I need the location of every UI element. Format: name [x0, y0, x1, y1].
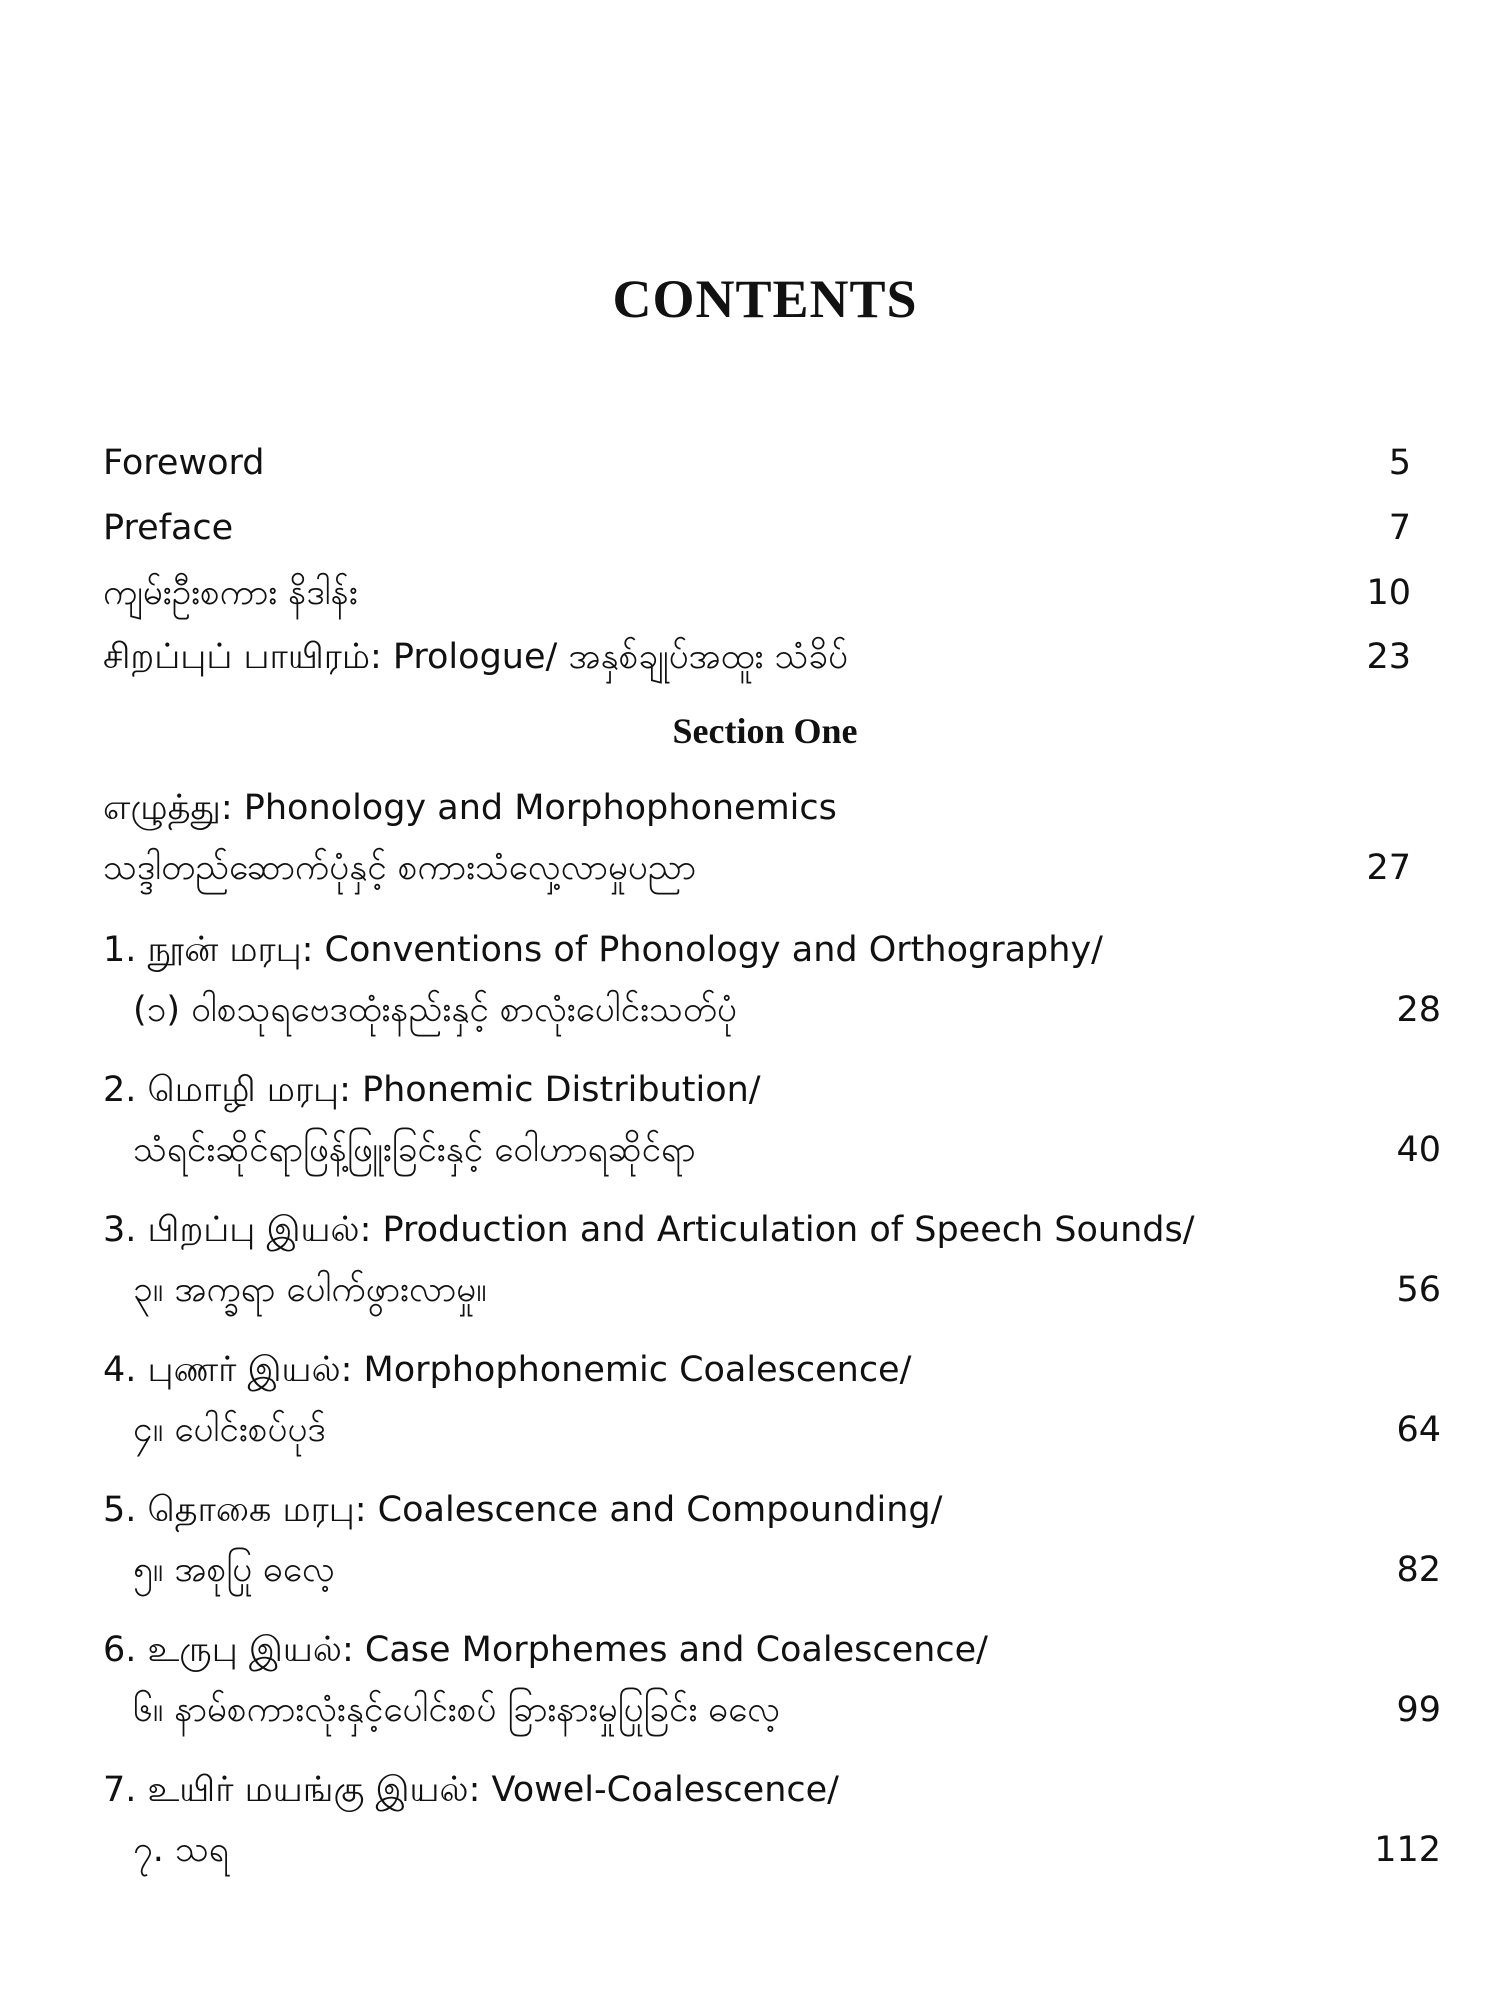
toc-entry-title: 3. பிறப்பு இயல்: Production and Articulation of Speech Sounds/ — [103, 1210, 1195, 1250]
toc-entry-preface[interactable] — [103, 506, 1411, 550]
toc-entry-title: 6. உருபு இயல்: Case Morphemes and Coalescence/ — [103, 1630, 988, 1670]
toc-entry-subtitle: ၅။ အစုပြု ဓလေ့ — [133, 1550, 335, 1590]
toc-entry-subtitle: (၁) ဝါစသုရဗေဒထုံးနည်းနှင့် စာလုံးပေါင်းသတ်ပုံ — [133, 990, 737, 1030]
toc-entry-subtitle: ၆။ နာမ်စကားလုံးနှင့်ပေါင်းစပ် ခြားနားမှုပြုခြင်း ဓလေ့ — [133, 1690, 780, 1730]
toc-chapter-2-subtitle[interactable] — [103, 1128, 1441, 1172]
toc-chapter-4-subtitle[interactable] — [103, 1408, 1441, 1452]
toc-chapter-5-subtitle[interactable] — [103, 1548, 1441, 1592]
toc-page-number: 56 — [1396, 1270, 1441, 1310]
toc-chapter-2-title[interactable] — [103, 1068, 1411, 1112]
toc-entry-title: 4. புணர் இயல்: Morphophonemic Coalescence/ — [103, 1350, 912, 1390]
toc-entry-title: 2. மொழி மரபு: Phonemic Distribution/ — [103, 1070, 761, 1110]
page-title: CONTENTS — [612, 269, 918, 329]
toc-chapter-7-subtitle[interactable] — [103, 1828, 1441, 1872]
toc-entry-section-intro[interactable] — [103, 786, 1411, 830]
toc-page-number: 40 — [1396, 1130, 1441, 1170]
toc-page-number: 112 — [1374, 1830, 1441, 1870]
toc-page-number: 23 — [1366, 637, 1411, 677]
toc-entry-subtitle: ၄။ ပေါင်းစပ်ပုဒ် — [133, 1410, 326, 1450]
toc-page-number: 5 — [1388, 443, 1411, 483]
toc-entry-label: ကျမ်းဦးစကား နိဒါန်း — [103, 573, 358, 613]
toc-entry-title: 1. நூன் மரபு: Conventions of Phonology and Orthography/ — [103, 930, 1103, 970]
toc-chapter-1-title[interactable] — [103, 928, 1411, 972]
toc-entry-subtitle: သဒ္ဒါတည်ဆောက်ပုံနှင့် စကားသံလှေ့လာမှုပညာ — [103, 848, 697, 888]
toc-chapter-3-title[interactable] — [103, 1208, 1411, 1252]
toc-entry-title: 5. தொகை மரபு: Coalescence and Compounding/ — [103, 1490, 943, 1530]
toc-entry-label: Preface — [103, 508, 234, 548]
toc-entry-introduction[interactable] — [103, 571, 1411, 615]
toc-chapter-6-title[interactable] — [103, 1628, 1411, 1672]
toc-entry-prologue[interactable] — [103, 635, 1411, 679]
toc-entry-label: Foreword — [103, 443, 265, 483]
toc-entry-section-intro-subtitle[interactable] — [103, 846, 1411, 890]
toc-page-number: 99 — [1396, 1690, 1441, 1730]
toc-chapter-1-subtitle[interactable] — [103, 988, 1441, 1032]
toc-entry-title: எழுத்து: Phonology and Morphophonemics — [103, 788, 837, 828]
toc-chapter-3-subtitle[interactable] — [103, 1268, 1441, 1312]
toc-page-number: 28 — [1396, 990, 1441, 1030]
toc-chapter-4-title[interactable] — [103, 1348, 1411, 1392]
toc-entry-subtitle: ၃။ အက္ခရာ ပေါက်ဖွားလာမှု။ — [133, 1270, 487, 1310]
section-heading: Section One — [672, 711, 858, 751]
toc-page-number: 7 — [1388, 508, 1411, 548]
toc-page-number: 82 — [1396, 1550, 1441, 1590]
toc-page-number: 10 — [1366, 573, 1411, 613]
toc-entry-foreword[interactable] — [103, 441, 1411, 485]
toc-entry-title: 7. உயிர் மயங்கு இயல்: Vowel-Coalescence/ — [103, 1770, 839, 1810]
toc-chapter-7-title[interactable] — [103, 1768, 1411, 1812]
toc-chapter-6-subtitle[interactable] — [103, 1688, 1441, 1732]
toc-entry-subtitle: ၇. သရ — [133, 1830, 229, 1870]
toc-entry-label: சிறப்புப் பாயிரம்: Prologue/ အနှစ်ချုပ်အထူး သံခိပ် — [103, 637, 848, 677]
toc-entry-subtitle: သံရင်းဆိုင်ရာဖြန့်ဖြူးခြင်းနှင့် ဝေါဟာရဆိုင်ရာ — [133, 1130, 696, 1170]
toc-page-number: 64 — [1396, 1410, 1441, 1450]
toc-page-number: 27 — [1366, 848, 1411, 888]
toc-chapter-5-title[interactable] — [103, 1488, 1411, 1532]
